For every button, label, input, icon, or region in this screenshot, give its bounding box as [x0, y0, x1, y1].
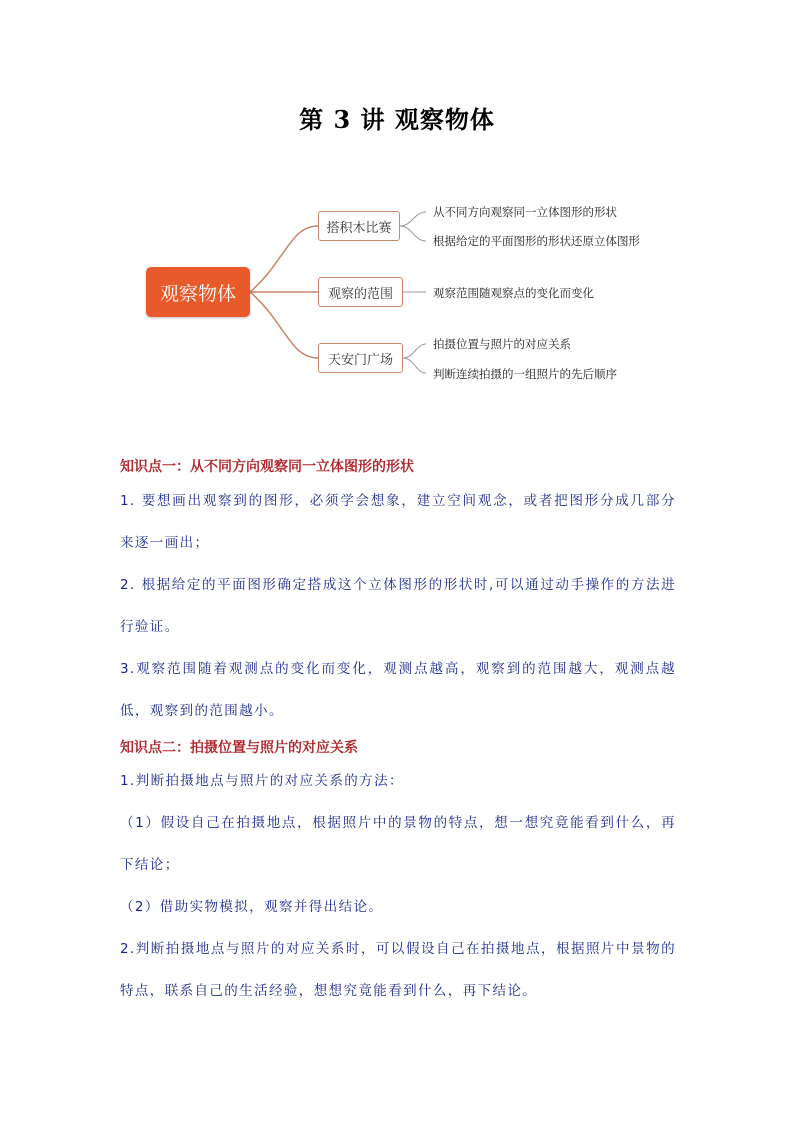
- paragraph: 3.观察范围随着观测点的变化而变化，观测点越高，观察到的范围越大，观测点越低，观察到的范围越小。: [120, 661, 676, 719]
- section-heading-1: 知识点一：从不同方向观察同一立体图形的形状: [120, 459, 414, 475]
- paragraph: 2.判断拍摄地点与照片的对应关系时，可以假设自己在拍摄地点，根据照片中景物的特点，联系自己的生活经验，想想究竟能看到什么，再下结论。: [120, 941, 676, 999]
- mindmap-branch-1: 搭积木比赛: [318, 211, 400, 241]
- section-heading-2: 知识点二：拍摄位置与照片的对应关系: [120, 740, 358, 756]
- mindmap-root-node: 观察物体: [146, 267, 250, 317]
- mindmap-branch-3: 天安门广场: [318, 343, 403, 373]
- connector-root-branch-1: [250, 226, 318, 292]
- mindmap-leaf: 判断连续拍摄的一组照片的先后顺序: [433, 367, 617, 381]
- paragraph: （2）借助实物模拟，观察并得出结论。: [120, 899, 384, 915]
- connector-branch-1-leaves: [400, 212, 426, 241]
- mindmap-leaf: 拍摄位置与照片的对应关系: [433, 337, 571, 351]
- connector-branch-3-leaves: [403, 344, 426, 373]
- connector-root-branch-3: [250, 292, 318, 358]
- mindmap-branch-2: 观察的范围: [318, 277, 403, 307]
- paragraph: 1.判断拍摄地点与照片的对应关系的方法：: [120, 773, 404, 789]
- mindmap-leaf: 观察范围随观察点的变化而变化: [433, 286, 594, 300]
- paragraph: 1. 要想画出观察到的图形，必须学会想象，建立空间观念，或者把图形分成几部分来逐一画出；: [120, 493, 676, 551]
- mindmap-leaf: 从不同方向观察同一立体图形的形状: [433, 205, 617, 219]
- mindmap-leaf: 根据给定的平面图形的形状还原立体图形: [433, 234, 640, 248]
- page-title: 第 3 讲 观察物体: [299, 105, 495, 134]
- paragraph: 2. 根据给定的平面图形确定搭成这个立体图形的形状时,可以通过动手操作的方法进行验证。: [120, 577, 676, 635]
- paragraph: （1）假设自己在拍摄地点，根据照片中的景物的特点，想一想究竟能看到什么，再下结论；: [120, 815, 676, 873]
